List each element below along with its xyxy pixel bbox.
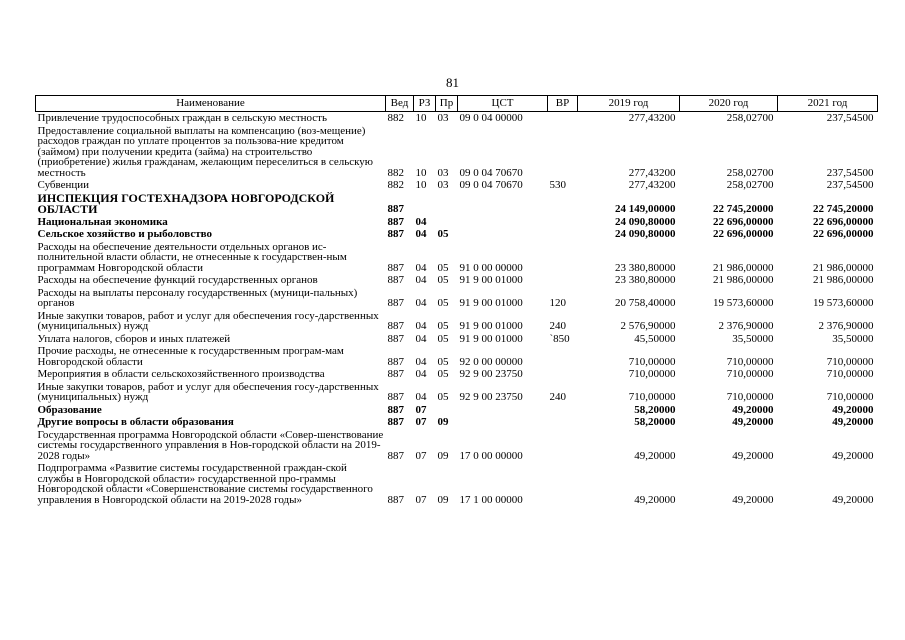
cell-ved: 887 xyxy=(387,403,404,416)
cell-y2020: 22 745,20000 xyxy=(713,203,774,215)
cell-name: Образование xyxy=(37,403,102,416)
cell-vr xyxy=(548,345,578,368)
table-row xyxy=(36,345,878,368)
cell-y2021: 237,54500 xyxy=(826,179,874,191)
cell-y2019: 277,43200 xyxy=(628,112,676,124)
cell-ved: 887 xyxy=(387,416,404,428)
cell-y2019: 277,43200 xyxy=(628,166,676,179)
header-name: Наименование xyxy=(36,96,386,112)
cell-vr xyxy=(548,228,578,241)
header-ved: Вед xyxy=(386,96,414,112)
cell-vr xyxy=(548,241,578,275)
cell-vr xyxy=(548,462,578,506)
cell-y2019: 710,00000 xyxy=(628,391,676,403)
cell-vr xyxy=(548,274,578,287)
cell-y2021: 49,20000 xyxy=(832,493,874,506)
table-row xyxy=(36,216,878,229)
cell-cst: 17 1 00 00000 xyxy=(459,493,523,506)
table-header-row xyxy=(36,96,878,112)
cell-y2020: 21 986,00000 xyxy=(713,274,774,286)
cell-name: Государственная программа Новгородской области «Совер-шенствование системы государственного управления в Нов-городской области на 2019-2028 годы» xyxy=(37,428,384,462)
cell-y2021: 49,20000 xyxy=(832,416,874,428)
cell-y2020: 35,50000 xyxy=(732,332,774,345)
cell-pr: 09 xyxy=(437,416,449,428)
cell-name: Субвенции xyxy=(37,179,90,191)
cell-y2021: 710,00000 xyxy=(826,368,874,380)
cell-rz: 04 xyxy=(415,215,427,228)
header-pr: Пр xyxy=(436,96,458,112)
cell-name: ИНСПЕКЦИЯ ГОСТЕХНАДЗОРА НОВГОРОДСКОЙ ОБЛАСТИ xyxy=(37,190,335,216)
cell-y2021: 49,20000 xyxy=(832,449,874,462)
cell-pr xyxy=(436,216,458,229)
cell-name: Другие вопросы в области образования xyxy=(37,416,234,428)
cell-rz: 10 xyxy=(415,179,427,191)
cell-vr: 240 xyxy=(549,320,566,332)
cell-ved: 887 xyxy=(387,332,404,345)
cell-pr xyxy=(436,404,458,417)
cell-y2019: 710,00000 xyxy=(628,368,676,380)
cell-y2021: 35,50000 xyxy=(832,332,874,345)
cell-y2020: 49,20000 xyxy=(732,416,774,428)
header-rz: РЗ xyxy=(414,96,436,112)
cell-y2021: 49,20000 xyxy=(832,403,874,416)
cell-pr: 05 xyxy=(437,355,449,368)
cell-ved: 887 xyxy=(387,274,404,286)
cell-ved: 887 xyxy=(387,449,404,462)
cell-ved: 887 xyxy=(387,355,404,368)
table-row xyxy=(36,228,878,241)
cell-rz xyxy=(414,192,436,216)
cell-rz: 10 xyxy=(415,112,427,124)
cell-pr: 03 xyxy=(437,179,449,191)
cell-ved: 887 xyxy=(387,261,404,274)
cell-y2020: 710,00000 xyxy=(726,391,774,403)
cell-y2020: 258,02700 xyxy=(726,179,774,191)
table-row xyxy=(36,416,878,429)
cell-cst: 92 9 00 23750 xyxy=(459,368,523,380)
cell-pr: 05 xyxy=(437,320,449,332)
cell-rz: 04 xyxy=(415,332,427,345)
budget-table xyxy=(35,95,878,506)
cell-pr: 05 xyxy=(437,368,449,380)
cell-y2019: 2 576,90000 xyxy=(620,320,676,332)
header-2020: 2020 год xyxy=(680,96,778,112)
cell-y2019: 45,50000 xyxy=(634,332,676,345)
header-2019: 2019 год xyxy=(578,96,680,112)
cell-vr: 530 xyxy=(549,179,566,191)
cell-y2019: 24 090,80000 xyxy=(615,228,676,240)
table-row xyxy=(36,381,878,404)
cell-rz: 07 xyxy=(415,403,427,416)
cell-name: Расходы на обеспечение функций государственных органов xyxy=(37,274,318,286)
cell-cst: 09 0 04 70670 xyxy=(459,166,523,179)
table-row xyxy=(36,310,878,333)
cell-y2019: 23 380,80000 xyxy=(615,261,676,274)
cell-y2019: 23 380,80000 xyxy=(615,274,676,286)
cell-y2019: 277,43200 xyxy=(628,179,676,191)
cell-y2021: 22 696,00000 xyxy=(813,228,874,240)
cell-y2019: 20 758,40000 xyxy=(615,297,676,309)
cell-cst xyxy=(458,404,548,417)
cell-y2019: 710,00000 xyxy=(628,355,676,368)
cell-ved: 887 xyxy=(387,297,404,309)
cell-name: Расходы на выплаты персоналу государственных (муници-пальных) органов xyxy=(37,286,358,309)
cell-vr xyxy=(548,368,578,381)
table-row xyxy=(36,429,878,463)
cell-ved: 887 xyxy=(387,215,404,228)
cell-rz: 10 xyxy=(415,166,427,179)
table-row xyxy=(36,287,878,310)
cell-y2021: 237,54500 xyxy=(826,166,874,179)
cell-ved: 887 xyxy=(387,493,404,506)
cell-pr: 05 xyxy=(437,261,449,274)
cell-ved: 887 xyxy=(387,320,404,332)
cell-ved: 882 xyxy=(387,166,404,179)
cell-vr: 240 xyxy=(549,391,566,403)
table-row xyxy=(36,274,878,287)
cell-y2020: 258,02700 xyxy=(726,112,774,124)
cell-name: Расходы на обеспечение деятельности отдельных органов ис-полнительной власти области, не отнесенные к государствен-ным программам Новгородской области xyxy=(37,240,347,274)
header-vr: ВР xyxy=(548,96,578,112)
cell-pr: 03 xyxy=(437,166,449,179)
cell-ved: 882 xyxy=(387,179,404,191)
cell-y2019: 24 149,00000 xyxy=(615,203,676,215)
cell-pr: 05 xyxy=(437,297,449,309)
cell-rz: 04 xyxy=(415,274,427,286)
cell-cst: 09 0 04 70670 xyxy=(459,179,523,191)
cell-rz: 04 xyxy=(415,261,427,274)
cell-cst: 92 0 00 00000 xyxy=(459,355,523,368)
cell-rz: 07 xyxy=(415,416,427,428)
cell-pr xyxy=(436,192,458,216)
cell-y2020: 710,00000 xyxy=(726,355,774,368)
cell-y2020: 258,02700 xyxy=(726,166,774,179)
cell-y2019: 58,20000 xyxy=(634,416,676,428)
cell-y2020: 21 986,00000 xyxy=(713,261,774,274)
cell-y2020: 2 376,90000 xyxy=(718,320,774,332)
cell-vr: `850 xyxy=(549,332,570,345)
cell-y2021: 22 745,20000 xyxy=(813,203,874,215)
cell-rz: 04 xyxy=(415,391,427,403)
table-row xyxy=(36,333,878,346)
cell-vr xyxy=(548,125,578,180)
cell-cst: 91 9 00 01000 xyxy=(459,320,523,332)
cell-name: Иные закупки товаров, работ и услуг для обеспечения госу-дарственных (муниципальных) нужд xyxy=(37,380,379,403)
cell-y2020: 49,20000 xyxy=(732,493,774,506)
cell-pr: 05 xyxy=(437,228,449,240)
cell-rz: 04 xyxy=(415,320,427,332)
cell-pr: 09 xyxy=(437,449,449,462)
cell-rz: 04 xyxy=(415,297,427,309)
cell-y2019: 49,20000 xyxy=(634,493,676,506)
cell-y2021: 22 696,00000 xyxy=(813,215,874,228)
cell-vr xyxy=(548,429,578,463)
table-row xyxy=(36,112,878,125)
cell-cst xyxy=(458,216,548,229)
cell-y2021: 21 986,00000 xyxy=(813,261,874,274)
cell-y2021: 710,00000 xyxy=(826,355,874,368)
cell-cst: 91 9 00 01000 xyxy=(459,274,523,286)
cell-name: Иные закупки товаров, работ и услуг для обеспечения госу-дарственных (муниципальных) нужд xyxy=(37,309,379,332)
cell-ved: 887 xyxy=(387,203,404,215)
cell-cst: 09 0 04 00000 xyxy=(459,112,523,124)
cell-vr xyxy=(548,192,578,216)
cell-cst xyxy=(458,228,548,241)
cell-y2020: 19 573,60000 xyxy=(713,297,774,309)
cell-y2019: 49,20000 xyxy=(634,449,676,462)
table-row xyxy=(36,179,878,192)
cell-vr xyxy=(548,216,578,229)
cell-name: Предоставление социальной выплаты на компенсацию (воз-мещение) расходов граждан по уплате процентов за пользова-ние кредитом (займом) при получении кредита (займа) на строительство (приобретение) жилья гражданам, желающим переселиться в сельскую местность xyxy=(37,124,374,179)
cell-vr xyxy=(548,112,578,125)
table-row xyxy=(36,125,878,180)
cell-y2020: 49,20000 xyxy=(732,403,774,416)
cell-rz: 07 xyxy=(415,493,427,506)
cell-y2020: 710,00000 xyxy=(726,368,774,380)
cell-pr: 05 xyxy=(437,274,449,286)
cell-name: Национальная экономика xyxy=(37,215,168,228)
cell-y2021: 21 986,00000 xyxy=(813,274,874,286)
cell-name: Мероприятия в области сельскохозяйственного производства xyxy=(37,368,325,380)
cell-name: Сельское хозяйство и рыболовство xyxy=(37,228,212,240)
cell-y2021: 19 573,60000 xyxy=(813,297,874,309)
table-row xyxy=(36,192,878,216)
cell-ved: 887 xyxy=(387,228,404,240)
cell-rz: 04 xyxy=(415,228,427,240)
cell-y2020: 22 696,00000 xyxy=(713,228,774,240)
table-row xyxy=(36,368,878,381)
cell-y2021: 710,00000 xyxy=(826,391,874,403)
cell-ved: 887 xyxy=(387,368,404,380)
cell-y2019: 24 090,80000 xyxy=(615,215,676,228)
cell-cst: 17 0 00 00000 xyxy=(459,449,523,462)
cell-rz: 04 xyxy=(415,355,427,368)
cell-cst xyxy=(458,416,548,429)
cell-y2020: 49,20000 xyxy=(732,449,774,462)
cell-ved: 887 xyxy=(387,391,404,403)
cell-cst: 91 9 00 01000 xyxy=(459,297,523,309)
cell-name: Прочие расходы, не отнесенные к государственным програм-мам Новгородской области xyxy=(37,345,344,368)
page-number: 81 xyxy=(446,75,459,90)
cell-cst xyxy=(458,192,548,216)
cell-name: Уплата налогов, сборов и иных платежей xyxy=(37,332,231,345)
cell-vr xyxy=(548,416,578,429)
cell-y2021: 2 376,90000 xyxy=(818,320,874,332)
cell-rz: 07 xyxy=(415,449,427,462)
cell-ved: 882 xyxy=(387,112,404,124)
cell-vr xyxy=(548,404,578,417)
table-row xyxy=(36,404,878,417)
cell-name: Привлечение трудоспособных граждан в сельскую местность xyxy=(37,112,327,124)
cell-pr: 05 xyxy=(437,391,449,403)
cell-cst: 91 9 00 01000 xyxy=(459,332,523,345)
cell-pr: 05 xyxy=(437,332,449,345)
header-cst: ЦСТ xyxy=(458,96,548,112)
table-row xyxy=(36,241,878,275)
cell-y2020: 22 696,00000 xyxy=(713,215,774,228)
cell-pr: 03 xyxy=(437,112,449,124)
cell-name: Подпрограмма «Развитие системы государственной граждан-ской службы в Новгородской области» государственной про-граммы Новгородской области «Совершенствование системы государственного управления в Новгородской области на 2019-2028 годы» xyxy=(37,462,373,506)
cell-vr: 120 xyxy=(549,297,566,309)
cell-y2021: 237,54500 xyxy=(826,112,874,124)
cell-cst: 91 0 00 00000 xyxy=(459,261,523,274)
cell-rz: 04 xyxy=(415,368,427,380)
table-row xyxy=(36,462,878,506)
header-2021: 2021 год xyxy=(778,96,878,112)
cell-y2019: 58,20000 xyxy=(634,403,676,416)
cell-pr: 09 xyxy=(437,493,449,506)
cell-cst: 92 9 00 23750 xyxy=(459,391,523,403)
